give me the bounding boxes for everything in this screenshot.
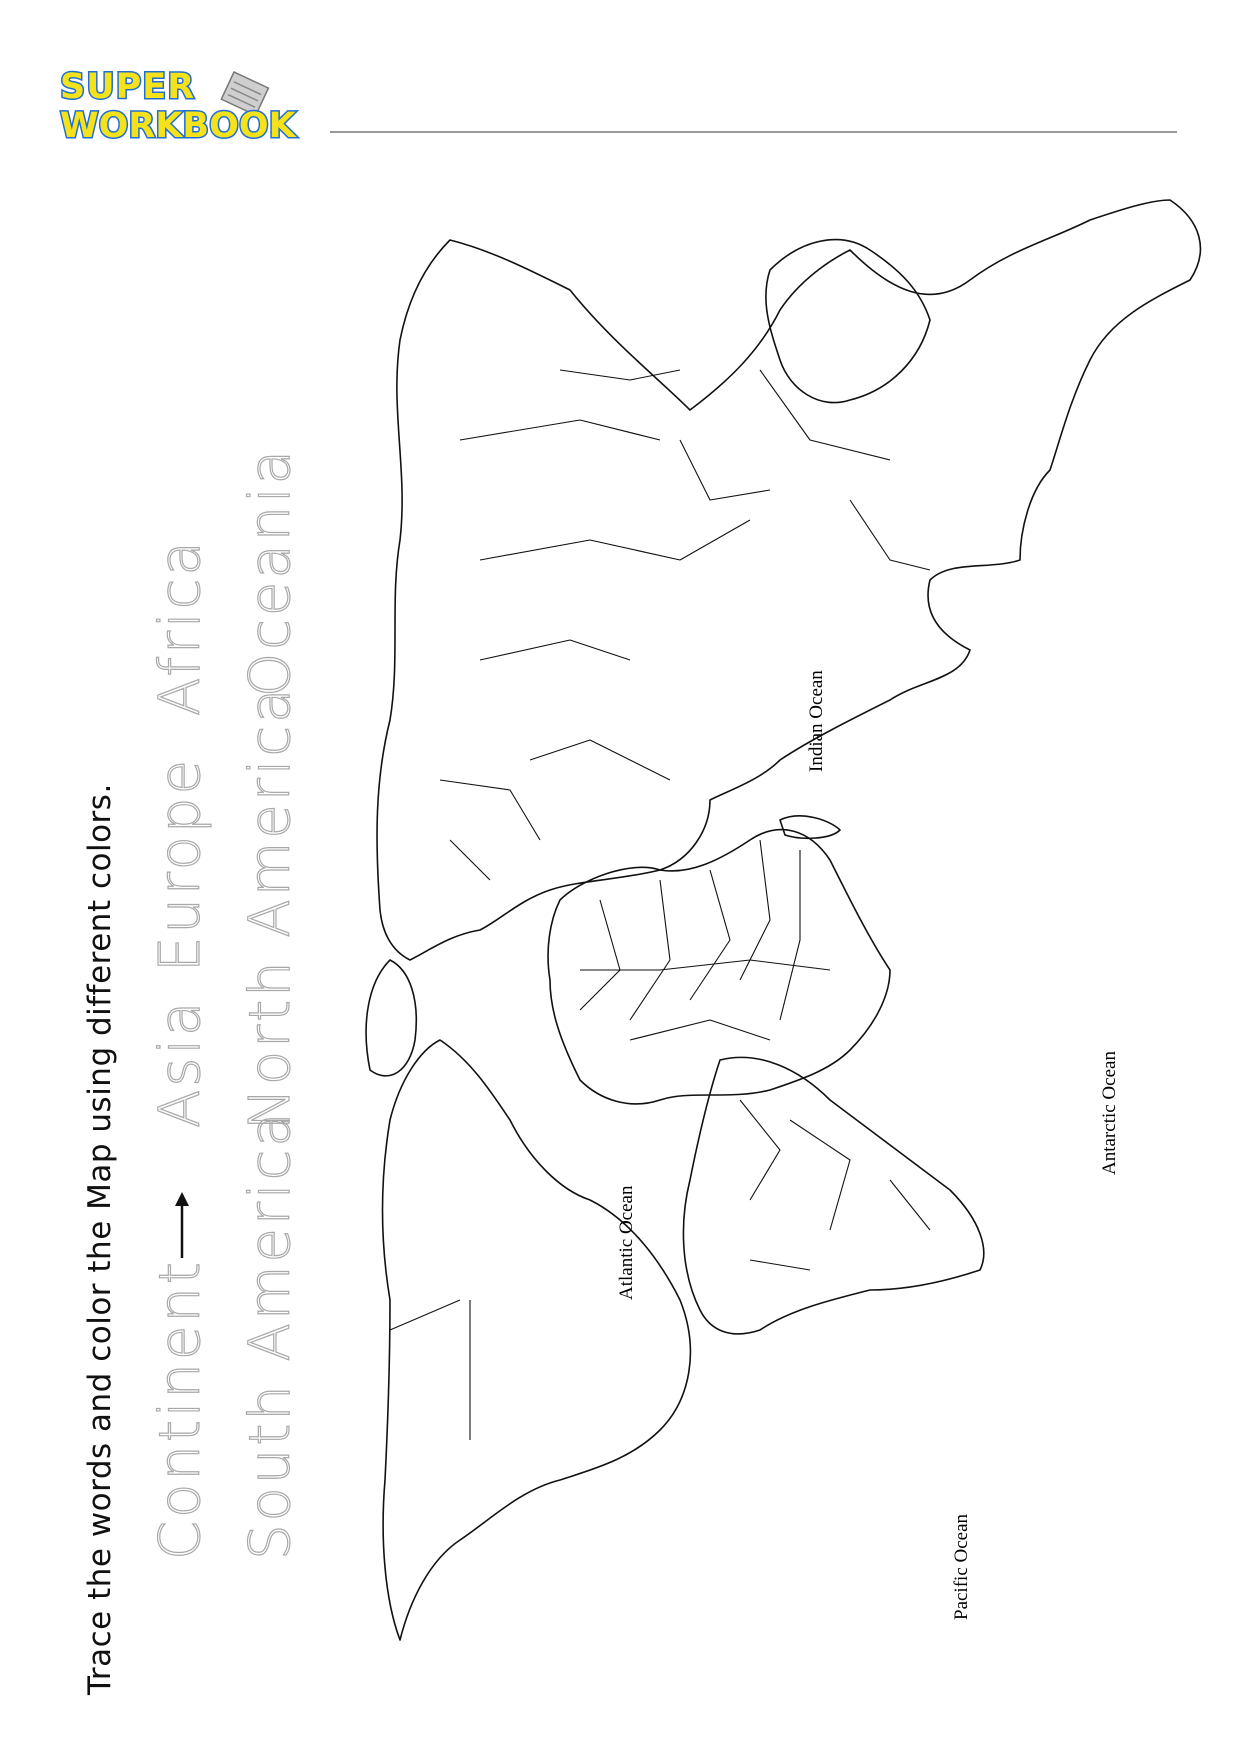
- label-indian-ocean: Indian Ocean: [806, 670, 827, 772]
- label-pacific-ocean: Pacific Ocean: [951, 1513, 972, 1620]
- trace-word-europe[interactable]: Europe: [148, 757, 213, 972]
- arrow-right-icon: [160, 1190, 204, 1260]
- world-map: [330, 140, 1240, 1740]
- logo-line-2: WORKBOOK: [60, 106, 296, 144]
- map-continent-oceania[interactable]: [766, 240, 930, 403]
- logo-line-1: SUPER: [60, 67, 196, 107]
- map-continent-south-america[interactable]: [683, 1057, 983, 1334]
- trace-word-south-america[interactable]: South America: [238, 1109, 303, 1560]
- trace-word-africa[interactable]: Africa: [148, 538, 213, 716]
- label-atlantic-ocean: Atlantic Ocean: [616, 1185, 637, 1300]
- map-continent-north-america[interactable]: [383, 1040, 691, 1640]
- map-borders-eurasia: [440, 370, 930, 880]
- header-rule: [330, 131, 1177, 133]
- trace-word-oceania[interactable]: Oceania: [238, 446, 303, 697]
- map-borders-americas: [390, 1100, 930, 1440]
- map-continent-eurasia[interactable]: [377, 200, 1200, 960]
- label-antarctic-ocean: Antarctic Ocean: [1099, 1051, 1120, 1175]
- trace-word-continent[interactable]: Continent: [148, 1259, 213, 1560]
- trace-word-north-america[interactable]: North America: [238, 685, 303, 1130]
- map-island-madagascar[interactable]: [780, 816, 840, 838]
- map-island-greenland[interactable]: [366, 960, 416, 1076]
- instruction-text: Trace the words and color the Map using different colors.: [82, 783, 118, 1695]
- super-workbook-logo: [58, 60, 328, 144]
- trace-word-asia[interactable]: Asia: [148, 998, 213, 1128]
- logo-graphic: [58, 60, 328, 144]
